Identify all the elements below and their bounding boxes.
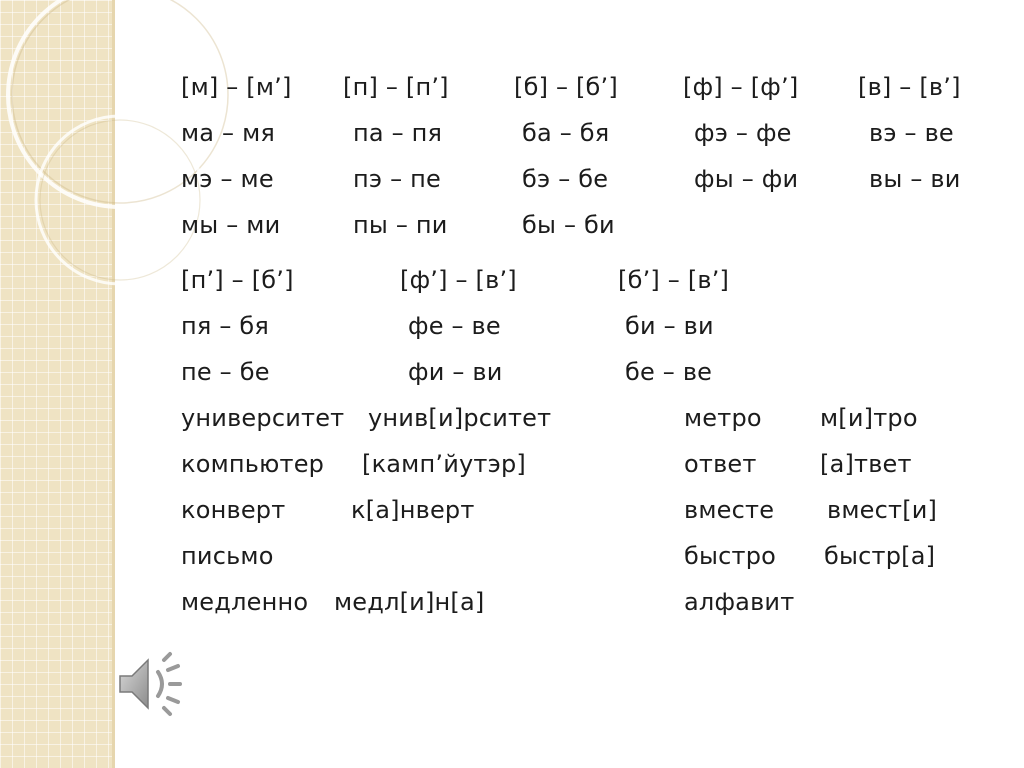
word-row-5-cell-2: медл[и]н[а] xyxy=(334,588,485,616)
header-1-cell-1: [м] – [м’] xyxy=(181,73,292,101)
word-row-2-cell-4: [а]твет xyxy=(820,450,912,478)
word-row-3-cell-3: вместе xyxy=(684,496,775,524)
word-row-3-cell-1: конверт xyxy=(181,496,286,524)
word-row-4-cell-1: письмо xyxy=(181,542,274,570)
word-row-5-cell-1: медленно xyxy=(181,588,309,616)
header-1-cell-2: [п] – [п’] xyxy=(343,73,449,101)
word-row-1-cell-1: университет xyxy=(181,404,345,432)
syllables-2-cell-5: вы – ви xyxy=(869,165,961,193)
word-row-5-cell-3: алфавит xyxy=(684,588,795,616)
header-2-cell-3: [б’] – [в’] xyxy=(618,266,730,294)
syllables-1-cell-2: па – пя xyxy=(353,119,443,147)
header-1-cell-4: [ф] – [ф’] xyxy=(683,73,799,101)
syllables-5-cell-1: пе – бе xyxy=(181,358,270,386)
word-row-3-cell-4: вмест[и] xyxy=(827,496,938,524)
header-2-cell-1: [п’] – [б’] xyxy=(181,266,294,294)
word-row-4-cell-2: быстро xyxy=(684,542,777,570)
word-row-2-cell-1: компьютер xyxy=(181,450,325,478)
syllables-3-cell-2: пы – пи xyxy=(353,211,448,239)
syllables-2-cell-1: мэ – ме xyxy=(181,165,274,193)
syllables-4-cell-3: би – ви xyxy=(625,312,714,340)
syllables-3-cell-1: мы – ми xyxy=(181,211,281,239)
syllables-5-cell-3: бе – ве xyxy=(625,358,713,386)
speaker-icon xyxy=(114,648,186,720)
syllables-2-cell-3: бэ – бе xyxy=(522,165,609,193)
header-1-cell-5: [в] – [в’] xyxy=(858,73,961,101)
word-row-1-cell-2: унив[и]рситет xyxy=(368,404,552,432)
syllables-1-cell-3: ба – бя xyxy=(522,119,610,147)
header-1-cell-3: [б] – [б’] xyxy=(514,73,618,101)
word-row-1-cell-3: метро xyxy=(684,404,762,432)
syllables-4-cell-1: пя – бя xyxy=(181,312,270,340)
word-row-2-cell-2: [камп’йутэр] xyxy=(362,450,526,478)
word-row-1-cell-4: м[и]тро xyxy=(820,404,918,432)
syllables-1-cell-1: ма – мя xyxy=(181,119,276,147)
syllables-1-cell-4: фэ – фе xyxy=(694,119,792,147)
word-row-4-cell-3: быстр[а] xyxy=(824,542,936,570)
syllables-1-cell-5: вэ – ве xyxy=(869,119,954,147)
syllables-4-cell-2: фе – ве xyxy=(408,312,501,340)
audio-button[interactable] xyxy=(114,648,186,720)
syllables-3-cell-3: бы – би xyxy=(522,211,615,239)
header-2-cell-2: [ф’] – [в’] xyxy=(400,266,517,294)
syllables-2-cell-4: фы – фи xyxy=(694,165,799,193)
syllables-2-cell-2: пэ – пе xyxy=(353,165,441,193)
word-row-3-cell-2: к[а]нверт xyxy=(351,496,475,524)
syllables-5-cell-2: фи – ви xyxy=(408,358,503,386)
word-row-2-cell-3: ответ xyxy=(684,450,757,478)
